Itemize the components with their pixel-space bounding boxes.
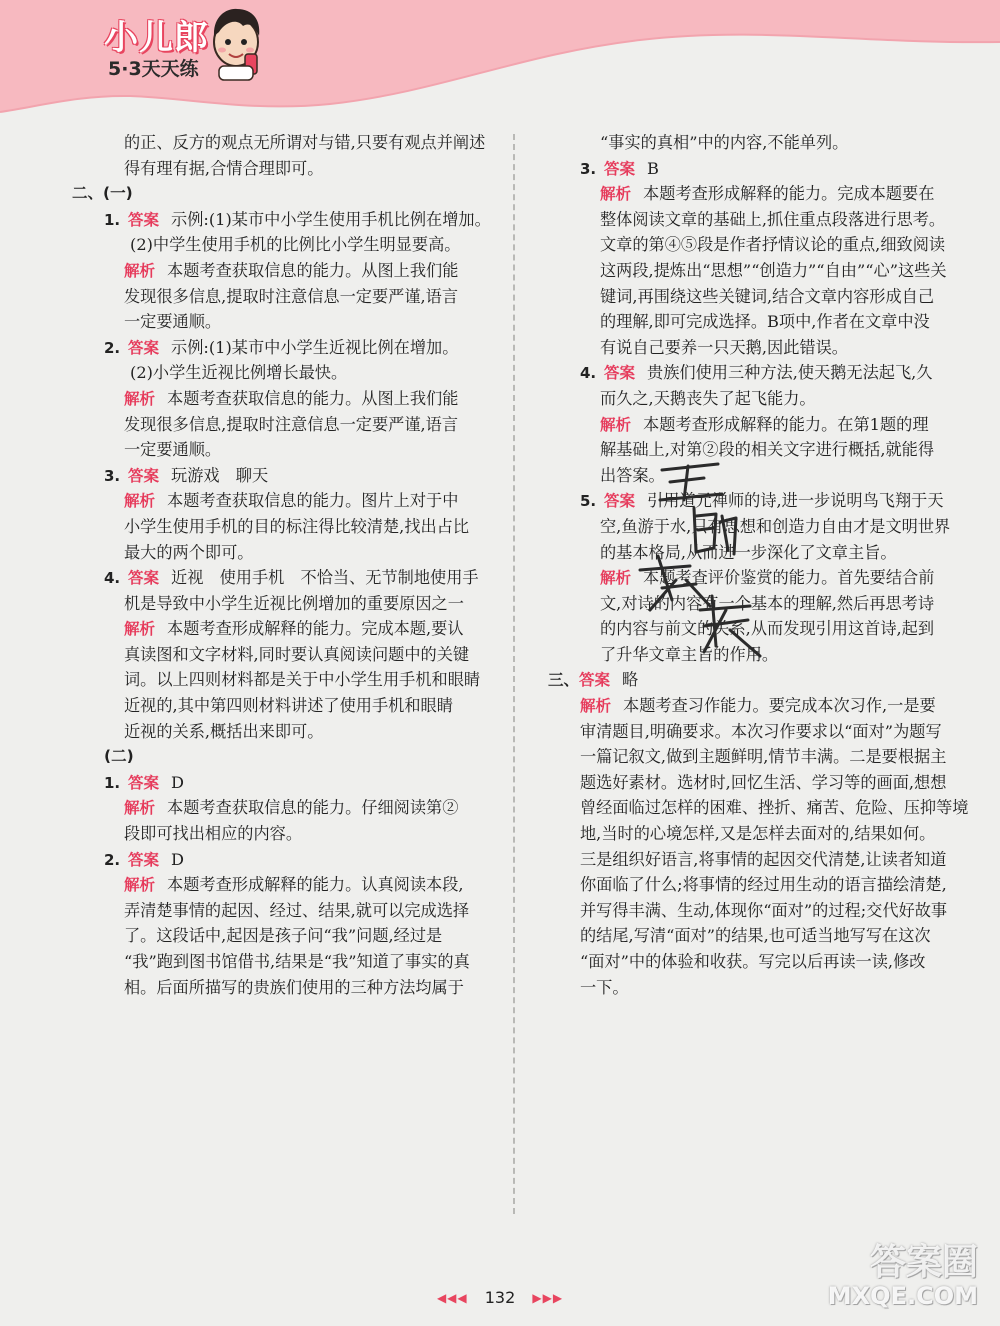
answer-line [548, 156, 953, 182]
text-line: 有说自己要养一只天鹅,因此错误。 [600, 337, 848, 357]
question-number: 3. [104, 466, 121, 485]
text-line: “我”跑到图书馆借书,结果是“我”知道了事实的真 [124, 952, 470, 971]
answer-text: 略 [622, 670, 639, 690]
text-line: 机是导致中小学生近视比例增加的重要原因之一 [124, 593, 464, 613]
text-line: 而久之,天鹅丧失了起飞能力。 [600, 388, 816, 408]
analysis-label: 解析 [124, 799, 156, 818]
text-line: 并写得丰满、生动,体现你“面对”的过程;交代好故事 [580, 900, 948, 920]
answer-line [72, 207, 504, 233]
answer-text: 玩游戏 聊天 [171, 465, 269, 485]
text-line: 解基础上,对第②段的相关文字进行概括,就能得 [600, 440, 935, 460]
question-number: 1. [104, 773, 121, 792]
question-number: 2. [104, 850, 121, 869]
analysis-label: 解析 [124, 620, 156, 639]
text-line: 相。后面所描写的贵族们使用的三种方法均属于 [124, 977, 464, 997]
answer-label: 答案 [604, 364, 636, 383]
analysis-text: 本题考查形成解释的能力。完成本题,要认 [167, 619, 464, 639]
text-line: 出答案。 [600, 465, 665, 485]
analysis-text: 本题考查评价鉴赏的能力。首先要结合前 [643, 568, 935, 588]
handwriting-annotation [600, 460, 770, 660]
answer-label: 答案 [579, 671, 611, 690]
analysis-line [72, 872, 504, 898]
answer-text: 引用道元禅师的诗,进一步说明鸟飞翔于天 [647, 491, 944, 511]
answer-line [72, 565, 504, 591]
question-number: 4. [104, 569, 121, 588]
analysis-label: 解析 [124, 261, 156, 280]
text-line: 曾经面临过怎样的困难、挫折、痛苦、危险、压抑等境 [580, 798, 969, 818]
text-line: 弄清楚事情的起因、经过、结果,就可以完成选择 [124, 900, 470, 920]
analysis-line [72, 616, 504, 642]
text-line: 了升华文章主旨的作用。 [600, 644, 779, 664]
text-line: 你面临了什么;将事情的经过用生动的语言描绘清楚, [580, 875, 947, 895]
answer-text: B [647, 158, 659, 178]
text-line: 文,对诗的内容有一个基本的理解,然后再思考诗 [600, 593, 935, 613]
analysis-line [72, 386, 504, 412]
analysis-label: 解析 [124, 492, 156, 511]
answer-text: 示例:(1)某市中小学生近视比例在增加。 [171, 337, 459, 357]
answer-line [72, 335, 504, 361]
watermark-logo [790, 1232, 990, 1322]
answer-text: 贵族们使用三种方法,使天鹅无法起飞,久 [647, 363, 933, 383]
text-line: 的理解,即可完成选择。B项中,作者在文章中没 [600, 312, 930, 332]
analysis-label: 解析 [600, 415, 632, 434]
text-line: 整体阅读文章的基础上,抓住重点段落进行思考。 [600, 209, 946, 229]
section-heading: 三、 [548, 671, 580, 690]
answer-label: 答案 [604, 159, 636, 178]
text-line: 最大的两个即可。 [124, 542, 254, 562]
text-line: (2)小学生近视比例增长最快。 [130, 363, 348, 383]
text-line: 这两段,提炼出“思想”“创造力”“自由”“心”这些关 [600, 260, 947, 280]
text-line: 近视的,其中第四则材料讲述了使用手机和眼睛 [124, 696, 453, 716]
section-heading: (二) [104, 747, 134, 766]
text-line: 题选好素材。选材时,回忆生活、学习等的画面,想想 [580, 772, 947, 792]
prev-arrows-icon: ◀◀◀ [436, 1291, 468, 1305]
text-line: 的结尾,写清“面对”的结果,也可适当地写写在这次 [580, 926, 931, 946]
analysis-label: 解析 [124, 389, 156, 408]
question-number: 5. [580, 492, 597, 511]
text-line: 小学生使用手机的目的标注得比较清楚,找出占比 [124, 516, 470, 536]
section-heading: 二、(一) [72, 184, 133, 203]
analysis-text: 本题考查获取信息的能力。从图上我们能 [167, 260, 459, 280]
answer-text: 示例:(1)某市中小学生使用手机比例在增加。 [171, 209, 491, 229]
question-number: 2. [104, 338, 121, 357]
text-line: 一篇记叙文,做到主题鲜明,情节丰满。二是要根据主 [580, 747, 947, 767]
analysis-label: 解析 [124, 876, 156, 895]
text-line: 的正、反方的观点无所谓对与错,只要有观点并阐述 [124, 133, 486, 152]
text-line: 了。这段话中,起因是孩子问“我”问题,经过是 [124, 926, 443, 946]
analysis-line [548, 693, 953, 719]
answer-label: 答案 [128, 850, 160, 869]
mascot-boy-icon [205, 4, 267, 82]
column-divider [513, 134, 515, 1214]
answer-line [72, 463, 504, 489]
text-line: “面对”中的体验和收获。写完以后再读一读,修改 [580, 952, 926, 971]
analysis-text: 本题考查获取信息的能力。从图上我们能 [167, 388, 459, 408]
text-line: 审清题目,明确要求。本次习作要求以“面对”为题写 [580, 721, 942, 741]
text-line: 的基本格局,从而进一步深化了文章主旨。 [600, 542, 897, 562]
text-line: 一下。 [580, 977, 629, 997]
answer-line [548, 360, 953, 386]
analysis-text: 本题考查形成解释的能力。完成本题要在 [643, 184, 935, 204]
text-line: 一定要通顺。 [124, 440, 222, 460]
logo-subtitle: 5·3天天练 [108, 58, 199, 80]
analysis-text: 本题考查获取信息的能力。仔细阅读第② [167, 798, 459, 818]
text-line: 段即可找出相应的内容。 [124, 824, 303, 844]
analysis-text: 本题考查习作能力。要完成本次习作,一是要 [623, 696, 936, 716]
text-line: 的内容与前文的关系,从而发现引用这首诗,起到 [600, 619, 935, 639]
text-line: 真读图和文字材料,同时要认真阅读问题中的关键 [124, 644, 470, 664]
text-line: 一定要通顺。 [124, 312, 222, 332]
analysis-label: 解析 [600, 569, 632, 588]
analysis-text: 本题考查形成解释的能力。认真阅读本段, [167, 875, 464, 895]
question-number: 1. [104, 210, 121, 229]
analysis-text: 本题考查形成解释的能力。在第1题的理 [643, 414, 929, 434]
answer-label: 答案 [128, 338, 160, 357]
text-line: 三是组织好语言,将事情的起因交代清楚,让读者知道 [580, 849, 947, 869]
question-number: 4. [580, 364, 597, 383]
answer-line [72, 770, 504, 796]
text-line: 键词,再围绕这些关键词,结合文章内容形成自己 [600, 286, 935, 306]
section-answer-line [548, 667, 953, 693]
answer-text: D [171, 772, 184, 792]
analysis-text: 本题考查获取信息的能力。图片上对于中 [167, 491, 459, 511]
answer-label: 答案 [128, 466, 160, 485]
text-line: 地,当时的心境怎样,又是怎样去面对的,结果如何。 [580, 824, 936, 844]
analysis-line [72, 795, 504, 821]
answer-label: 答案 [128, 210, 160, 229]
answer-label: 答案 [128, 569, 160, 588]
page-number: 132 [484, 1288, 516, 1307]
text-line: 得有理有据,合情合理即可。 [124, 158, 324, 178]
analysis-label: 解析 [600, 185, 632, 204]
answer-text: D [171, 849, 184, 869]
answer-text: 近视 使用手机 不恰当、无节制地使用手 [171, 568, 479, 588]
analysis-line [548, 412, 953, 438]
analysis-line [548, 181, 953, 207]
question-number: 3. [580, 159, 597, 178]
analysis-line [72, 488, 504, 514]
watermark-url: MXQE.COM [827, 1282, 978, 1310]
text-line: “事实的真相”中的内容,不能单列。 [600, 133, 849, 152]
text-line: 发现很多信息,提取时注意信息一定要严谨,语言 [124, 286, 459, 306]
analysis-label: 解析 [580, 697, 612, 716]
analysis-line [72, 258, 504, 284]
answer-label: 答案 [604, 492, 636, 511]
text-line: 文章的第④⑤段是作者抒情议论的重点,细致阅读 [600, 235, 946, 255]
answer-label: 答案 [128, 773, 160, 792]
logo-title: 小儿郎 [104, 18, 209, 58]
next-arrows-icon: ▶▶▶ [532, 1291, 564, 1305]
left-column [72, 130, 504, 1000]
text-line: 发现很多信息,提取时注意信息一定要严谨,语言 [124, 414, 459, 434]
text-line: 近视的关系,概括出来即可。 [124, 721, 324, 741]
watermark-text: 答案圈 [869, 1242, 978, 1283]
text-line: 空,鱼游于水,只有思想和创造力自由才是文明世界 [600, 516, 951, 536]
text-line: (2)中学生使用手机的比例比小学生明显要高。 [130, 235, 461, 255]
text-line: 词。以上四则材料都是关于中小学生用手机和眼睛 [124, 670, 481, 690]
answer-line [72, 847, 504, 873]
